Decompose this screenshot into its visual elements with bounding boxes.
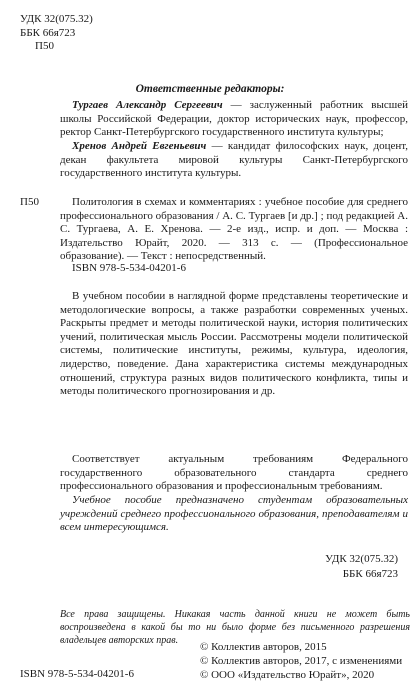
biblio-index: П50: [20, 196, 39, 208]
isbn-record: ISBN 978-5-534-04201-6: [72, 262, 186, 274]
editor-entry-2: [60, 140, 408, 181]
bibliographic-record: Политология в схемах и комментариях : учебное пособие для среднего профессионального образования / А. С. Тургаев [и др.] ; под редакцией А. С. Тургаева, А. Е. Хренова. — 2-е изд., испр. и доп. — Москва : Издательство Юрайт, 2020. — 313 с. — (Профессиональное образование). — Текст : непосредственный.: [60, 196, 408, 263]
editor-entry-1: [60, 99, 408, 140]
copyright-line: © ООО «Издательство Юрайт», 2020: [200, 669, 375, 681]
editor-description: — заслуженный работник высшей школы Российской Федерации, доктор исторических наук, профессор, ректор Санкт-Петербургского государственного института культуры;: [60, 99, 408, 139]
annotation-paragraph: В учебном пособии в наглядной форме представлены теоретические и методологические вопросы, а также разработки современных ученых. Раскрыты предмет и методы политической науки, история политических учений, политическая мысль России. Рассмотрены модели политической системы, политические институты, режимы, культура, идеология, лидерство, поведение. Дана характеристика системы международных отношений, структура разных видов политического конфликта, типы и методы политического прогнозирования и др.: [60, 290, 408, 398]
classification-codes-right: [325, 552, 398, 581]
bbk-code: ББК 66я723: [20, 26, 76, 39]
annotation-paragraph: Учебное пособие предназначено студентам образовательных учреждений среднего профессионального образования, преподавателям и всем интересующимся.: [60, 494, 408, 534]
udk-code: УДК 32(075.32): [325, 553, 398, 565]
isbn-bottom: ISBN 978-5-534-04201-6: [20, 668, 134, 680]
copyright-line: © Коллектив авторов, 2015: [200, 641, 327, 653]
author-index: П50: [35, 40, 54, 52]
udk-code: УДК 32(075.32): [20, 13, 93, 25]
editor-name: Тургаев Александр Сергеевич: [72, 99, 223, 111]
copyright-line: © Коллектив авторов, 2017, с изменениями: [200, 655, 403, 667]
bbk-code: ББК 66я723: [342, 567, 398, 580]
classification-codes: [20, 13, 93, 54]
editors-heading: Ответственные редакторы:: [135, 83, 285, 95]
editor-description: — кандидат философских наук, доцент, декан факультета мировой культуры Санкт-Петербургского государственного института культуры.: [60, 140, 408, 180]
editor-name: Хренов Андрей Евгеньевич: [72, 140, 207, 152]
annotation-paragraph: Соответствует актуальным требованиям Федерального государственного образовательного стандарта среднего профессионального образования и профессиональным требованиям.: [60, 453, 408, 493]
rights-notice: Все права защищены. Никакая часть данной книги не может быть воспроизведена в какой бы то ни было форме без письменного разрешения владельцев авторских прав.: [60, 609, 410, 646]
